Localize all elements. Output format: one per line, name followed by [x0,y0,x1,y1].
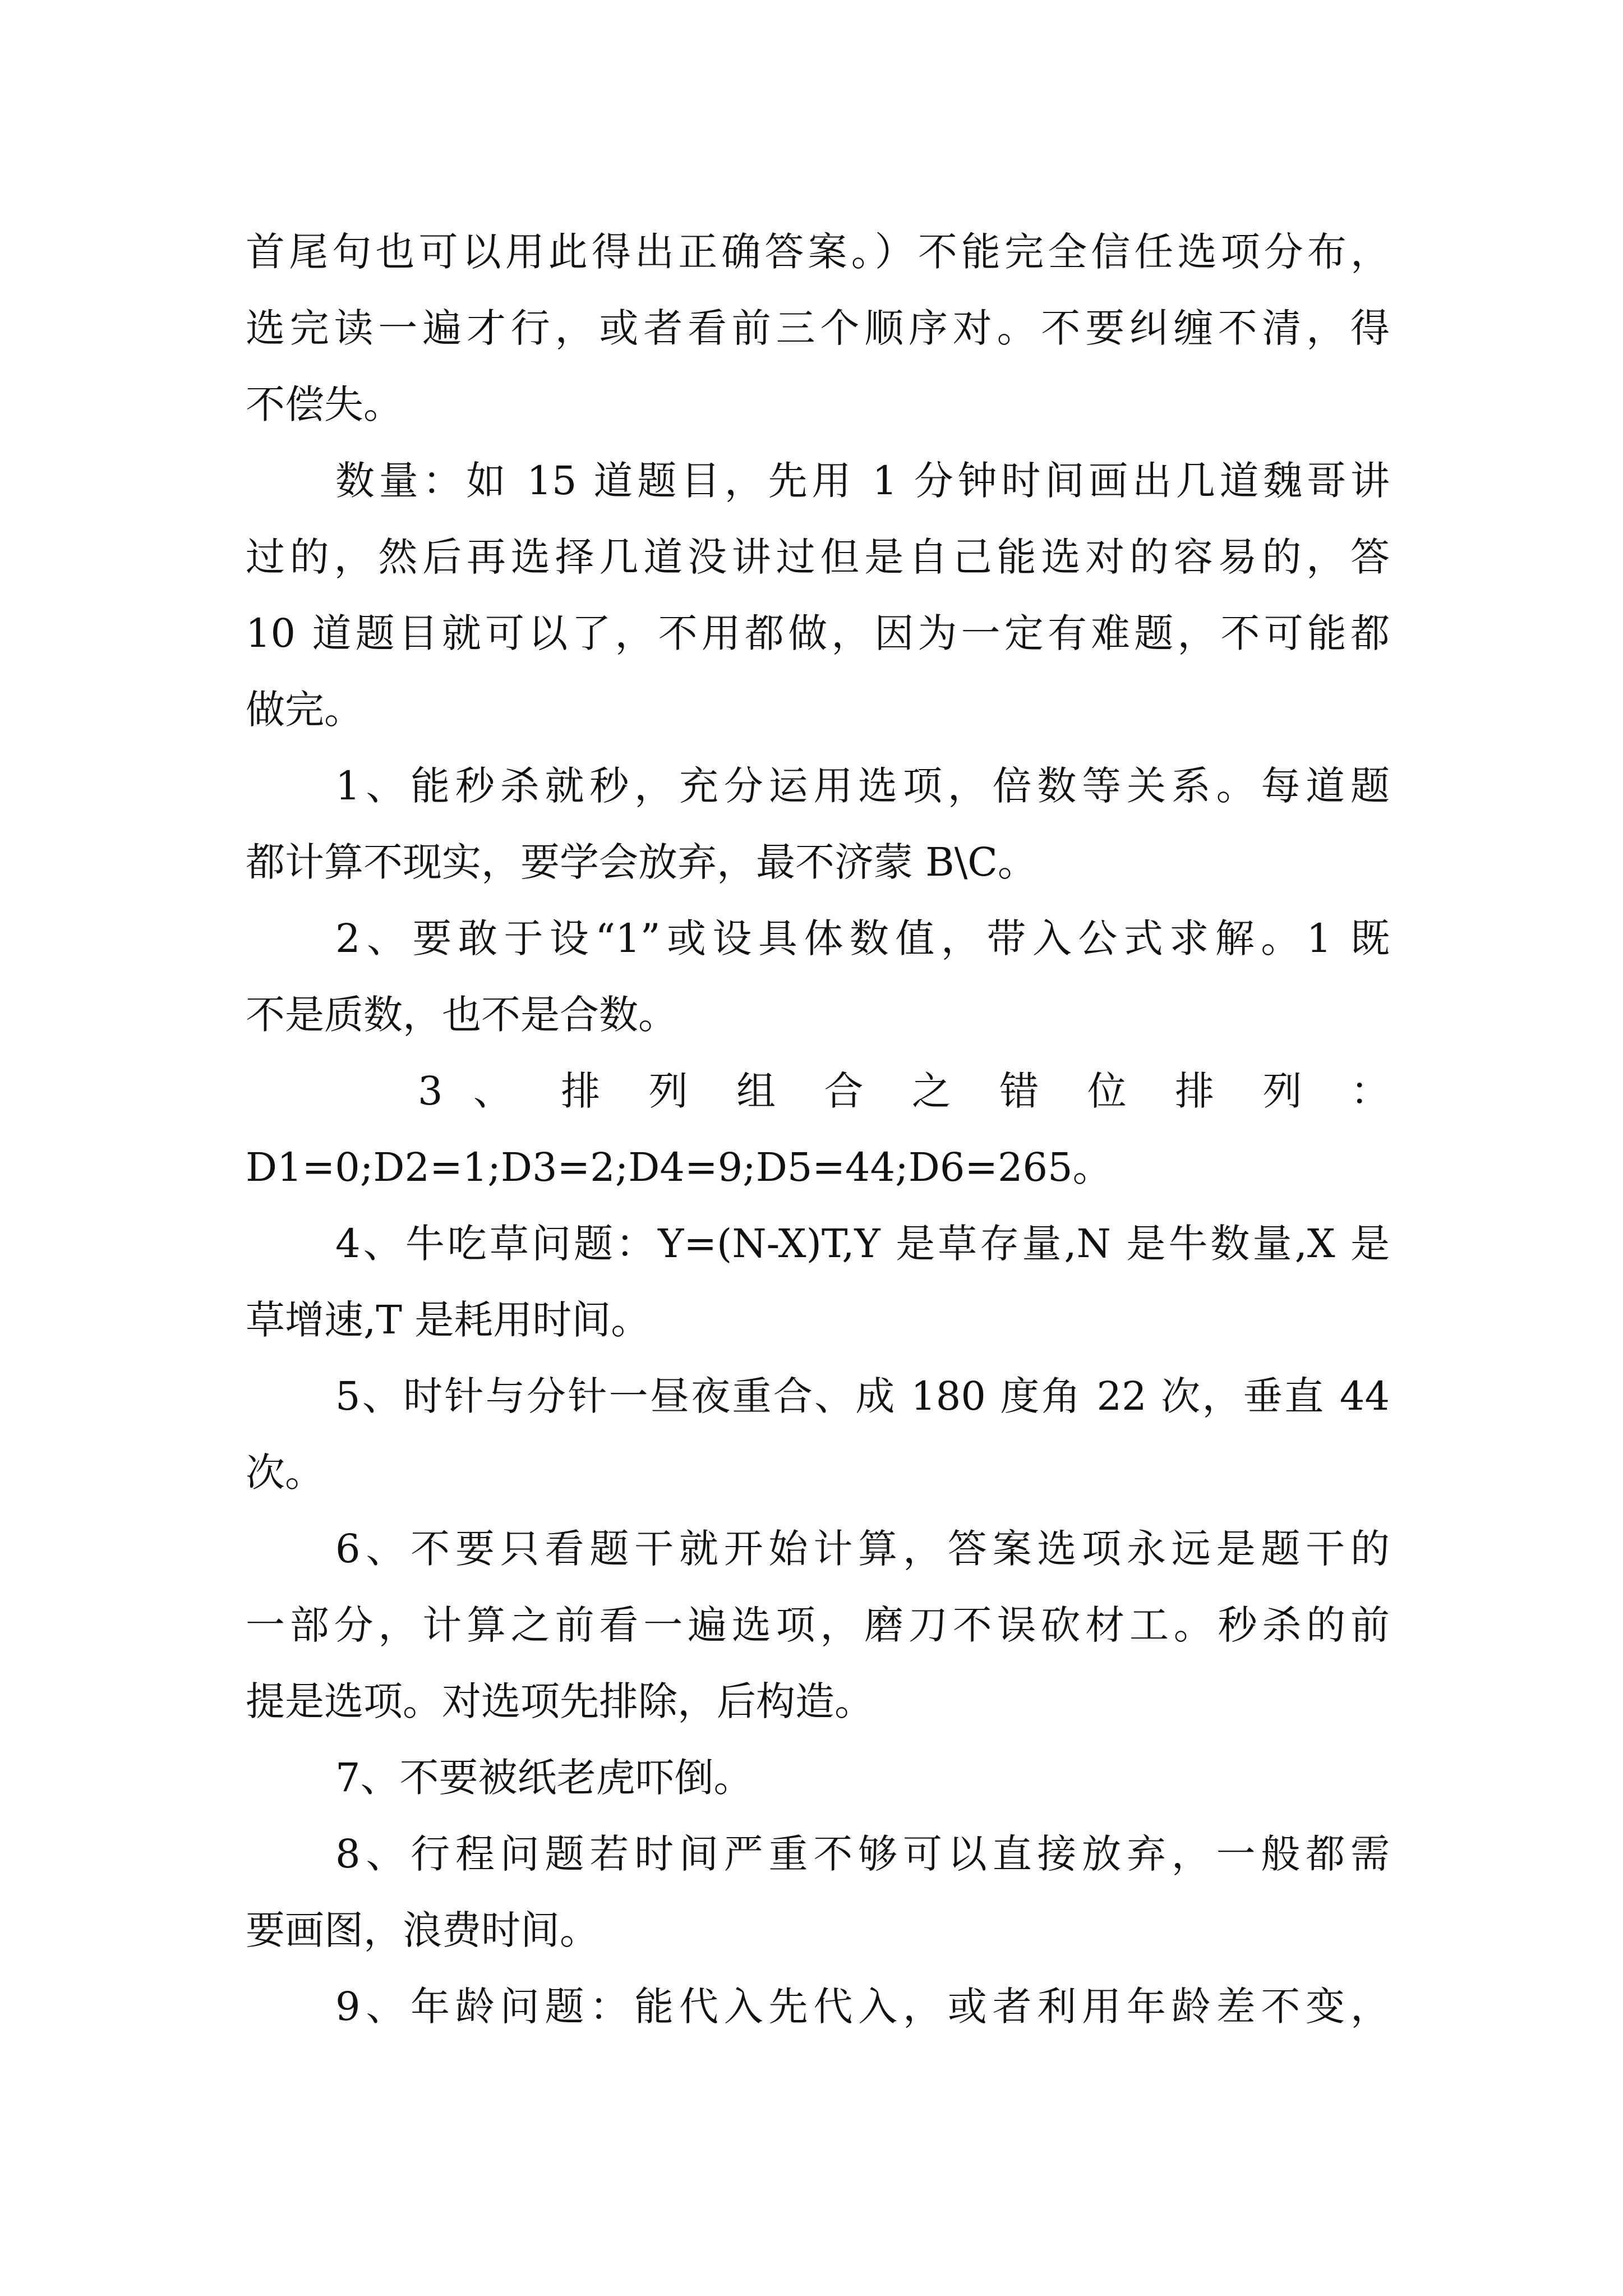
paragraph-first-line: 2、要敢于设“1”或设具体数值，带入公式求解。1 既 [335,915,1390,961]
text-line: 首尾句也可以用此得出正确答案。）不能完全信任选项分布， [246,229,1390,275]
paragraph-first-line: 4、牛吃草问题：Y=(N-X)T,Y 是草存量,N 是牛数量,X 是 [335,1221,1390,1267]
paragraph-first-line: 数量：如 15 道题目，先用 1 分钟时间画出几道魏哥讲 [335,458,1390,504]
text-line: 要画图，浪费时间。 [246,1907,599,1953]
text-line: 10 道题目就可以了，不用都做，因为一定有难题，不可能都 [246,610,1390,656]
paragraph-first-line: 3 、 排 列 组 合 之 错 位 排 列 ： [418,1068,1390,1114]
text-line: 选完读一遍才行，或者看前三个顺序对。不要纠缠不清，得 [246,305,1390,351]
text-line: D1=0;D2=1;D3=2;D4=9;D5=44;D6=265。 [246,1144,1112,1190]
paragraph-first-line: 9、年龄问题：能代入先代入，或者利用年龄差不变， [335,1984,1390,2030]
text-line: 草增速,T 是耗用时间。 [246,1297,651,1343]
text-line: 都计算不现实，要学会放弃，最不济蒙 B\C。 [246,839,1037,885]
text-line: 过的，然后再选择几道没讲过但是自己能选对的容易的，答 [246,534,1390,580]
paragraph-first-line: 6、不要只看题干就开始计算，答案选项永远是题干的 [335,1526,1390,1572]
text-line: 一部分，计算之前看一遍选项，磨刀不误砍材工。秒杀的前 [246,1602,1390,1648]
paragraph-first-line: 5、时针与分针一昼夜重合、成 180 度角 22 次，垂直 44 [335,1373,1390,1419]
text-line: 提是选项。对选项先排除，后构造。 [246,1678,874,1724]
text-line: 做完。 [246,687,363,733]
text-line: 不是质数，也不是合数。 [246,992,677,1038]
text-line: 次。 [246,1450,324,1496]
paragraph-first-line: 7、不要被纸老虎吓倒。 [335,1755,753,1801]
text-line: 不偿失。 [246,381,403,427]
paragraph-first-line: 8、行程问题若时间严重不够可以直接放弃，一般都需 [335,1831,1390,1877]
paragraph-first-line: 1、能秒杀就秒，充分运用选项，倍数等关系。每道题 [335,763,1390,809]
